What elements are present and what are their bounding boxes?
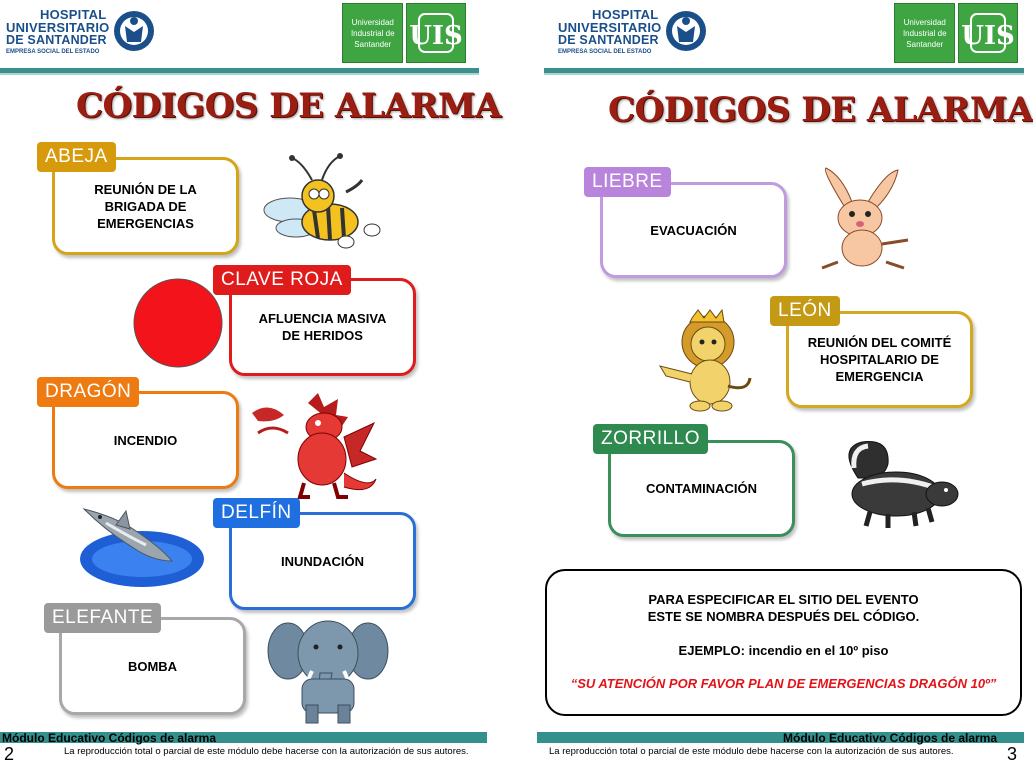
page-left [0,0,512,768]
red-circle-icon [132,277,224,369]
lion-icon [652,308,756,412]
hospital-name-line-1: HOSPITAL [40,7,107,22]
hospital-subtitle: EMPRESA SOCIAL DEL ESTADO [6,48,100,55]
university-logo [342,3,466,63]
note-line-1: PARA ESPECIFICAR EL SITIO DEL EVENTO [648,592,919,607]
note-example: EJEMPLO: incendio en el 10º piso [678,643,889,658]
note-line-2: ESTE SE NOMBRA DESPUÉS DEL CÓDIGO. [647,609,920,624]
code-description: INCENDIO [113,432,178,448]
code-tag-elefante: ELEFANTE [44,603,161,633]
hospital-name-line-3: DE SANTANDER [558,33,659,47]
svg-text:UIS: UIS [409,21,464,51]
page-number: 3 [1007,744,1018,764]
hospital-logo [6,8,157,55]
university-name-line-3: Santander [906,39,944,49]
code-description: BOMBA [127,658,178,674]
page-title: CÓDIGOS DE ALARMA [608,90,1033,130]
page-number: 2 [4,744,15,764]
code-tag-dragon: DRAGÓN [37,377,139,407]
rabbit-icon [808,166,914,274]
code-tag-zorrillo: ZORRILLO [593,424,708,454]
code-description: EVACUACIÓN [650,222,737,238]
hospital-name-line-1: HOSPITAL [592,7,659,22]
code-tag-liebre: LIEBRE [584,167,671,197]
hospital-name-line-2: UNIVERSITARIO [558,20,662,35]
code-description: REUNIÓN DE LA BRIGADA DE EMERGENCIAS [94,181,197,231]
code-description: AFLUENCIA MASIVA DE HERIDOS [258,311,387,343]
code-tag-abeja: ABEJA [37,142,116,172]
code-description: CONTAMINACIÓN [646,481,757,496]
university-name-line-3: Santander [354,39,392,49]
footer-copyright-note: La reproducción total o parcial de este módulo debe hacerse con la autorización de sus autores. [549,746,954,757]
hospital-person-icon [111,8,157,54]
skunk-icon [818,438,960,530]
university-name-line-1: Universidad [351,17,394,27]
footer-copyright-note: La reproducción total o parcial de este módulo debe hacerse con la autorización de sus autores. [64,746,469,757]
header-divider [0,68,479,75]
uis-emblem-icon [958,3,1018,63]
university-name-line-2: Industrial de [902,28,947,38]
elephant-icon [266,613,390,725]
hospital-person-icon [663,8,709,54]
university-name-line-1: Universidad [903,17,946,27]
footer-title: Módulo Educativo Códigos de alarma [2,731,217,745]
svg-text:UIS: UIS [961,21,1016,51]
code-tag-clave-roja: CLAVE ROJA [213,265,351,295]
note-announcement-quote: “SU ATENCIÓN POR FAVOR PLAN DE EMERGENCIAS DRAGÓN 10º” [570,676,997,691]
code-tag-delfin: DELFÍN [213,498,300,528]
dolphin-icon [76,503,206,589]
university-name-line-2: Industrial de [350,28,395,38]
page-title: CÓDIGOS DE ALARMA [76,86,501,126]
footer-title: Módulo Educativo Códigos de alarma [783,731,998,745]
hospital-name-line-2: UNIVERSITARIO [6,20,110,35]
code-tag-leon: LEÓN [770,296,840,326]
bee-icon [262,150,382,250]
code-description: REUNIÓN DEL COMITÉ HOSPITALARIO DE EMERGENCIA [807,335,952,384]
dragon-icon [248,393,380,501]
code-description: INUNDACIÓN [280,553,365,569]
university-logo [894,3,1018,63]
header-divider [544,68,1024,75]
hospital-name-line-3: DE SANTANDER [6,33,107,47]
hospital-logo [558,8,709,55]
uis-emblem-icon [406,3,466,63]
example-note-box [545,569,1022,716]
hospital-subtitle: EMPRESA SOCIAL DEL ESTADO [558,48,652,55]
code-card-zorrillo [608,440,795,537]
